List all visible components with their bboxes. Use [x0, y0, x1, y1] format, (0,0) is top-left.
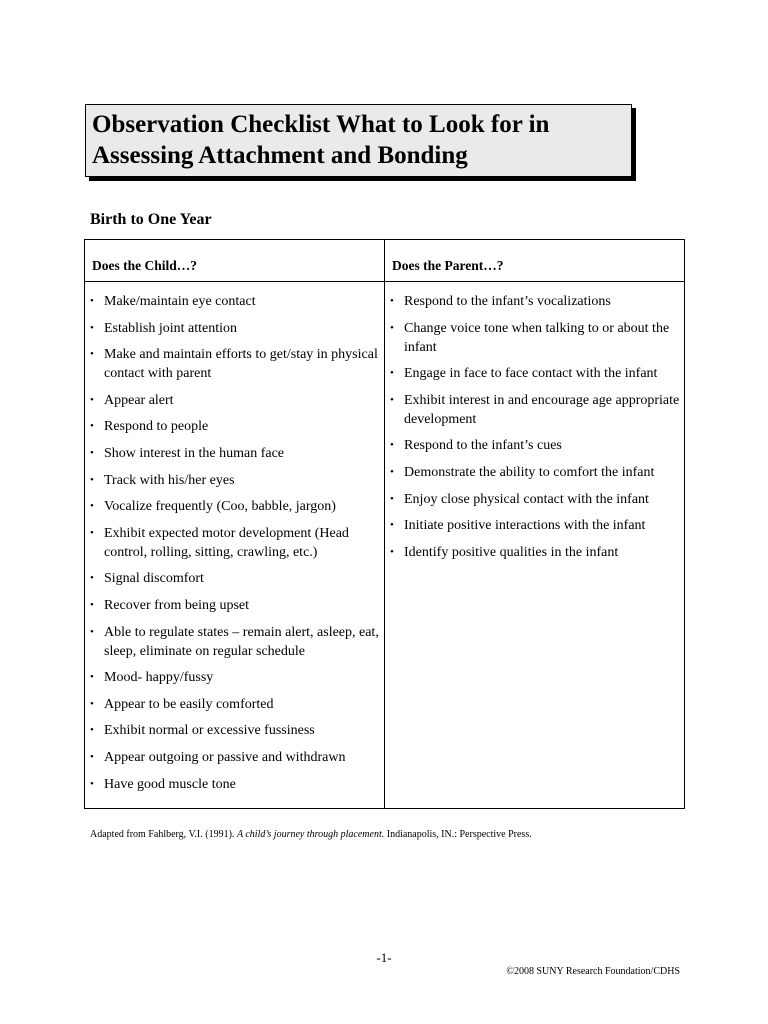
document-title: Observation Checklist What to Look for in Assessing Attachment and Bonding: [92, 111, 550, 169]
parent-checklist: [385, 282, 684, 562]
copyright: ©2008 SUNY Research Foundation/CDHS: [506, 966, 680, 977]
parent-checklist-item: • Demonstrate the ability to comfort the infant: [390, 463, 684, 482]
child-checklist-item: • Recover from being upset: [90, 596, 384, 615]
child-checklist-item: • Make/maintain eye contact: [90, 292, 384, 311]
title-box: [85, 104, 632, 177]
child-checklist-item: • Exhibit expected motor development (Head control, rolling, sitting, crawling, etc.): [90, 524, 384, 562]
citation: [90, 829, 532, 840]
child-checklist-item: • Have good muscle tone: [90, 775, 384, 794]
child-checklist-item: • Establish joint attention: [90, 319, 384, 338]
child-checklist-item: • Show interest in the human face: [90, 444, 384, 463]
parent-checklist-item: • Change voice tone when talking to or about the infant: [390, 319, 684, 357]
table-body-row: [85, 282, 684, 808]
parent-column-header: Does the Parent…?: [392, 258, 504, 273]
parent-column: [385, 282, 684, 808]
parent-checklist-item: • Identify positive qualities in the infant: [390, 543, 684, 562]
child-checklist-item: • Appear outgoing or passive and withdrawn: [90, 748, 384, 767]
checklist-table: [84, 239, 685, 809]
child-checklist-item: • Exhibit normal or excessive fussiness: [90, 721, 384, 740]
section-heading: Birth to One Year: [90, 211, 212, 228]
child-column: [85, 282, 385, 808]
page-number: -1-: [376, 950, 392, 965]
parent-checklist-item: • Respond to the infant’s cues: [390, 436, 684, 455]
table-header-row: [85, 240, 684, 282]
child-checklist-item: • Mood- happy/fussy: [90, 668, 384, 687]
parent-checklist-item: • Initiate positive interactions with the infant: [390, 516, 684, 535]
child-checklist-item: • Able to regulate states – remain alert, asleep, eat, sleep, eliminate on regular schedule: [90, 623, 384, 661]
child-checklist-item: • Signal discomfort: [90, 569, 384, 588]
parent-checklist-item: • Respond to the infant’s vocalizations: [390, 292, 684, 311]
parent-checklist-item: • Enjoy close physical contact with the infant: [390, 490, 684, 509]
child-checklist-item: • Vocalize frequently (Coo, babble, jargon): [90, 497, 384, 516]
child-column-header: Does the Child…?: [85, 240, 385, 281]
citation-title: A child’s journey through placement.: [236, 829, 385, 840]
child-checklist-item: • Make and maintain efforts to get/stay in physical contact with parent: [90, 345, 384, 383]
child-checklist-item: • Respond to people: [90, 417, 384, 436]
child-checklist: [85, 282, 384, 794]
parent-checklist-item: • Exhibit interest in and encourage age appropriate development: [390, 391, 684, 429]
child-checklist-item: • Appear alert: [90, 391, 384, 410]
citation-suffix: Indianapolis, IN.: Perspective Press.: [386, 829, 532, 840]
parent-checklist-item: • Engage in face to face contact with the infant: [390, 364, 684, 383]
child-checklist-item: • Appear to be easily comforted: [90, 695, 384, 714]
citation-prefix: Adapted from Fahlberg, V.I. (1991).: [90, 829, 235, 840]
child-checklist-item: • Track with his/her eyes: [90, 471, 384, 490]
